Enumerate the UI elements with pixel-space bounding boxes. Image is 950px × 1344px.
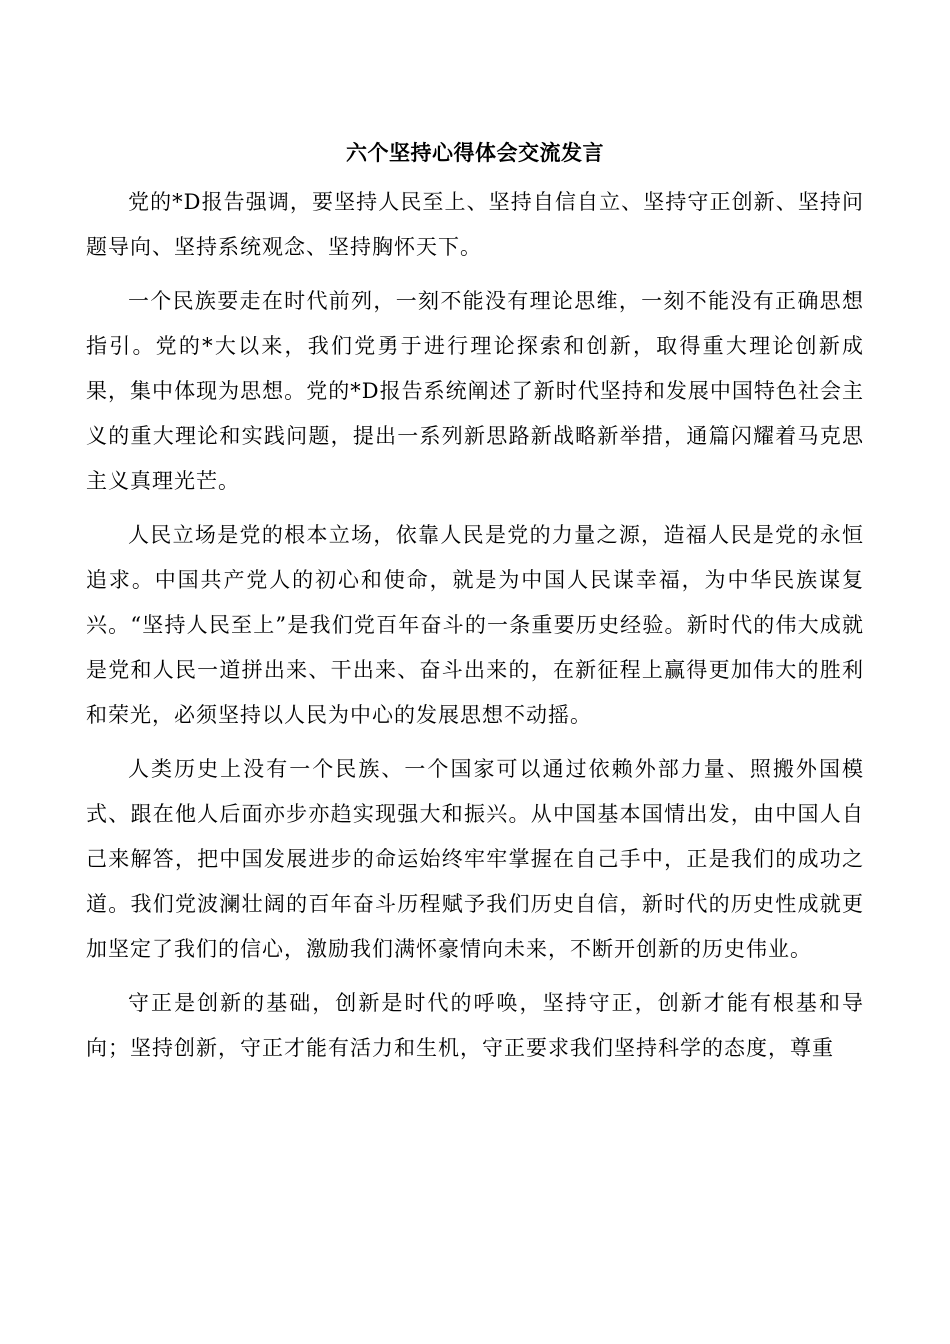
paragraph-3: 人民立场是党的根本立场，依靠人民是党的力量之源，造福人民是党的永恒追求。中国共产党人的初心和使命，就是为中国人民谋幸福，为中华民族谋复兴。“坚持人民至上”是我们党百年奋斗的一条重要历史经验。新时代的伟大成就是党和人民一道拼出来、干出来、奋斗出来的，在新征程上赢得更加伟大的胜利和荣光，必须坚持以人民为中心的发展思想不动摇。	[86, 523, 864, 727]
document-body	[86, 180, 864, 1080]
paragraph-1: 党的*D报告强调，要坚持人民至上、坚持自信自立、坚持守正创新、坚持问题导向、坚持系统观念、坚持胸怀天下。	[86, 190, 864, 259]
paragraph-2: 一个民族要走在时代前列，一刻不能没有理论思维，一刻不能没有正确思想指引。党的*大以来，我们党勇于进行理论探索和创新，取得重大理论创新成果，集中体现为思想。党的*D报告系统阐述了新时代坚持和发展中国特色社会主义的重大理论和实践问题，提出一系列新思路新战略新举措，通篇闪耀着马克思主义真理光芒。	[86, 289, 864, 493]
document-title: 六个坚持心得体会交流发言	[346, 140, 604, 165]
paragraph-5: 守正是创新的基础，创新是时代的呼唤，坚持守正，创新才能有根基和导向；坚持创新，守正才能有活力和生机，守正要求我们坚持科学的态度，尊重	[86, 991, 864, 1060]
paragraph-4: 人类历史上没有一个民族、一个国家可以通过依赖外部力量、照搬外国模式、跟在他人后面亦步亦趋实现强大和振兴。从中国基本国情出发，由中国人自己来解答，把中国发展进步的命运始终牢牢掌握在自己手中，正是我们的成功之道。我们党波澜壮阔的百年奋斗历程赋予我们历史自信，新时代的历史性成就更加坚定了我们的信心，激励我们满怀豪情向未来，不断开创新的历史伟业。	[86, 757, 864, 961]
